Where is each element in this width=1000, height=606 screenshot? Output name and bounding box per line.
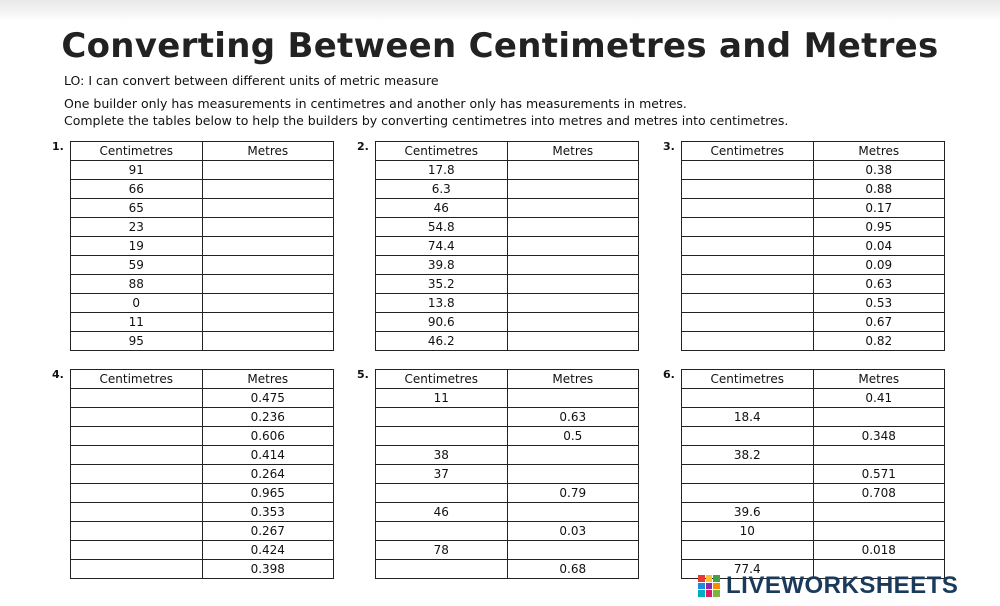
table-row [376,256,639,275]
centimetres-cell: 74.4 [376,237,508,256]
centimetres-cell: 11 [376,389,508,408]
table-row [376,313,639,332]
centimetres-cell-answer[interactable] [376,522,508,541]
question-number: 3. [663,140,675,153]
logo-square [706,583,713,590]
table-row [71,541,334,560]
metres-cell-answer[interactable] [202,199,334,218]
table-row [376,218,639,237]
table-row [376,503,639,522]
table-row [682,294,945,313]
centimetres-cell: 46.2 [376,332,508,351]
table-row [376,560,639,579]
table-row [682,180,945,199]
table-row [682,503,945,522]
learning-objective: LO: I can convert between different units of metric measure [64,73,439,88]
metres-cell: 0.95 [813,218,945,237]
metres-cell: 0.018 [813,541,945,560]
metres-cell-answer[interactable] [813,446,945,465]
metres-cell-answer[interactable] [813,522,945,541]
metres-cell-answer[interactable] [507,256,639,275]
centimetres-cell-answer[interactable] [682,218,814,237]
centimetres-cell: 19 [71,237,203,256]
metres-cell-answer[interactable] [507,294,639,313]
metres-cell: 0.53 [813,294,945,313]
metres-cell: 0.82 [813,332,945,351]
metres-cell: 0.79 [507,484,639,503]
centimetres-cell: 39.6 [682,503,814,522]
table-row [71,218,334,237]
table-row [71,161,334,180]
centimetres-cell-answer[interactable] [682,427,814,446]
centimetres-cell: 39.8 [376,256,508,275]
metres-cell-answer[interactable] [507,541,639,560]
centimetres-cell: 38.2 [682,446,814,465]
metres-cell-answer[interactable] [813,503,945,522]
table-header-row [376,142,639,161]
metres-cell-answer[interactable] [507,503,639,522]
table-row [376,522,639,541]
centimetres-header: Centimetres [376,370,508,389]
metres-cell: 0.424 [202,541,334,560]
instructions [64,95,788,129]
metres-cell: 0.38 [813,161,945,180]
centimetres-cell-answer[interactable] [682,389,814,408]
metres-cell-answer[interactable] [202,237,334,256]
table-row [376,446,639,465]
metres-header: Metres [507,370,639,389]
centimetres-cell-answer[interactable] [682,294,814,313]
centimetres-cell-answer[interactable] [682,465,814,484]
logo-square [713,575,720,582]
centimetres-cell: 54.8 [376,218,508,237]
metres-cell-answer[interactable] [507,465,639,484]
table-row [71,313,334,332]
conversion-table-4 [70,369,334,579]
table-row [682,446,945,465]
conversion-table-5 [375,369,639,579]
metres-cell-answer[interactable] [507,313,639,332]
table-row [682,161,945,180]
logo-square [706,590,713,597]
table-row [682,313,945,332]
table-row [71,503,334,522]
centimetres-header: Centimetres [376,142,508,161]
table-row [682,237,945,256]
metres-cell: 0.68 [507,560,639,579]
table-row [71,256,334,275]
centimetres-cell: 95 [71,332,203,351]
top-shade [0,0,1000,22]
centimetres-cell-answer[interactable] [71,446,203,465]
centimetres-header: Centimetres [71,370,203,389]
centimetres-cell-answer[interactable] [682,237,814,256]
metres-cell: 0.5 [507,427,639,446]
centimetres-cell: 6.3 [376,180,508,199]
centimetres-cell-answer[interactable] [682,484,814,503]
centimetres-cell-answer[interactable] [682,313,814,332]
metres-cell-answer[interactable] [202,332,334,351]
table-header-row [71,370,334,389]
centimetres-cell-answer[interactable] [71,427,203,446]
centimetres-header: Centimetres [682,370,814,389]
centimetres-cell-answer[interactable] [71,465,203,484]
metres-cell-answer[interactable] [813,408,945,427]
centimetres-cell: 46 [376,503,508,522]
metres-cell-answer[interactable] [507,161,639,180]
metres-cell-answer[interactable] [507,446,639,465]
centimetres-cell-answer[interactable] [682,275,814,294]
centimetres-header: Centimetres [71,142,203,161]
metres-cell: 0.353 [202,503,334,522]
centimetres-header: Centimetres [682,142,814,161]
metres-cell: 0.606 [202,427,334,446]
centimetres-cell: 18.4 [682,408,814,427]
metres-cell-answer[interactable] [202,294,334,313]
liveworksheets-watermark [698,571,998,601]
table-row [376,161,639,180]
metres-cell-answer[interactable] [507,180,639,199]
metres-cell: 0.04 [813,237,945,256]
question-number: 5. [357,368,369,381]
metres-cell: 0.264 [202,465,334,484]
centimetres-cell: 37 [376,465,508,484]
conversion-table-1 [70,141,334,351]
centimetres-cell-answer[interactable] [71,541,203,560]
question-number: 1. [52,140,64,153]
table-row [71,199,334,218]
logo-square [698,590,705,597]
table-row [682,484,945,503]
conversion-table-2 [375,141,639,351]
table-row [376,237,639,256]
metres-cell: 0.571 [813,465,945,484]
metres-cell: 0.09 [813,256,945,275]
metres-cell: 0.236 [202,408,334,427]
table-row [71,275,334,294]
centimetres-cell-answer[interactable] [71,484,203,503]
liveworksheets-logo-icon [698,575,720,597]
table-row [376,199,639,218]
metres-cell: 0.414 [202,446,334,465]
table-row [71,465,334,484]
centimetres-cell: 78 [376,541,508,560]
centimetres-cell: 23 [71,218,203,237]
table-row [682,275,945,294]
centimetres-cell-answer[interactable] [376,408,508,427]
table-header-row [682,370,945,389]
table-row [682,427,945,446]
metres-header: Metres [202,142,334,161]
centimetres-cell: 46 [376,199,508,218]
metres-cell: 0.03 [507,522,639,541]
logo-square [698,575,705,582]
metres-cell-answer[interactable] [202,218,334,237]
table-row [71,560,334,579]
centimetres-cell-answer[interactable] [376,560,508,579]
centimetres-cell-answer[interactable] [682,199,814,218]
table-row [376,427,639,446]
metres-cell: 0.17 [813,199,945,218]
metres-cell: 0.965 [202,484,334,503]
table-row [71,294,334,313]
table-row [376,275,639,294]
question-number: 4. [52,368,64,381]
metres-cell-answer[interactable] [507,332,639,351]
metres-cell: 0.63 [813,275,945,294]
table-header-row [682,142,945,161]
metres-cell-answer[interactable] [202,275,334,294]
metres-cell: 0.41 [813,389,945,408]
centimetres-cell-answer[interactable] [71,389,203,408]
metres-cell-answer[interactable] [202,313,334,332]
centimetres-cell: 11 [71,313,203,332]
centimetres-cell: 38 [376,446,508,465]
metres-cell: 0.267 [202,522,334,541]
table-row [71,389,334,408]
centimetres-cell-answer[interactable] [376,427,508,446]
metres-cell-answer[interactable] [507,218,639,237]
centimetres-cell: 77.4 [682,560,814,579]
metres-header: Metres [507,142,639,161]
table-row [376,294,639,313]
centimetres-cell-answer[interactable] [682,256,814,275]
centimetres-cell: 66 [71,180,203,199]
centimetres-cell: 10 [682,522,814,541]
centimetres-cell-answer[interactable] [682,180,814,199]
centimetres-cell-answer[interactable] [71,408,203,427]
metres-cell: 0.348 [813,427,945,446]
table-row [682,389,945,408]
question-number: 2. [357,140,369,153]
table-header-row [71,142,334,161]
table-row [376,408,639,427]
centimetres-cell: 35.2 [376,275,508,294]
question-number: 6. [663,368,675,381]
centimetres-cell-answer[interactable] [71,560,203,579]
metres-cell-answer[interactable] [202,180,334,199]
table-row [682,541,945,560]
table-row [71,408,334,427]
table-row [376,332,639,351]
centimetres-cell: 65 [71,199,203,218]
centimetres-cell-answer[interactable] [682,541,814,560]
centimetres-cell: 90.6 [376,313,508,332]
metres-cell: 0.63 [507,408,639,427]
table-row [376,465,639,484]
table-row [376,389,639,408]
instruction-line: Complete the tables below to help the builders by converting centimetres into metres and metres into centimetres. [64,113,789,128]
table-row [682,408,945,427]
centimetres-cell: 13.8 [376,294,508,313]
metres-cell-answer[interactable] [507,199,639,218]
table-row [682,218,945,237]
centimetres-cell-answer[interactable] [376,484,508,503]
metres-cell: 0.67 [813,313,945,332]
logo-square [706,575,713,582]
metres-cell-answer[interactable] [202,161,334,180]
table-row [71,446,334,465]
centimetres-cell: 0 [71,294,203,313]
centimetres-cell: 91 [71,161,203,180]
table-row [682,465,945,484]
centimetres-cell: 59 [71,256,203,275]
page-title: Converting Between Centimetres and Metres [61,26,939,66]
table-row [71,522,334,541]
centimetres-cell-answer[interactable] [682,332,814,351]
table-row [71,237,334,256]
watermark-text: LIVEWORKSHEETS [726,572,959,599]
logo-square [713,583,720,590]
table-row [71,180,334,199]
metres-cell-answer[interactable] [507,237,639,256]
metres-cell: 0.398 [202,560,334,579]
table-row [376,484,639,503]
table-row [682,199,945,218]
centimetres-cell: 17.8 [376,161,508,180]
metres-cell: 0.708 [813,484,945,503]
metres-header: Metres [813,142,945,161]
metres-header: Metres [202,370,334,389]
table-row [376,180,639,199]
metres-cell-answer[interactable] [507,275,639,294]
centimetres-cell-answer[interactable] [682,161,814,180]
instruction-line: One builder only has measurements in centimetres and another only has measurements in metres. [64,96,687,111]
table-row [682,522,945,541]
centimetres-cell-answer[interactable] [71,503,203,522]
table-row [71,427,334,446]
centimetres-cell: 88 [71,275,203,294]
metres-cell-answer[interactable] [202,256,334,275]
table-row [682,332,945,351]
metres-cell-answer[interactable] [507,389,639,408]
conversion-table-6 [681,369,945,579]
metres-cell: 0.88 [813,180,945,199]
metres-cell: 0.475 [202,389,334,408]
centimetres-cell-answer[interactable] [71,522,203,541]
table-row [682,256,945,275]
logo-square [713,590,720,597]
metres-header: Metres [813,370,945,389]
table-header-row [376,370,639,389]
table-row [376,541,639,560]
table-row [71,332,334,351]
conversion-table-3 [681,141,945,351]
table-row [71,484,334,503]
logo-square [698,583,705,590]
